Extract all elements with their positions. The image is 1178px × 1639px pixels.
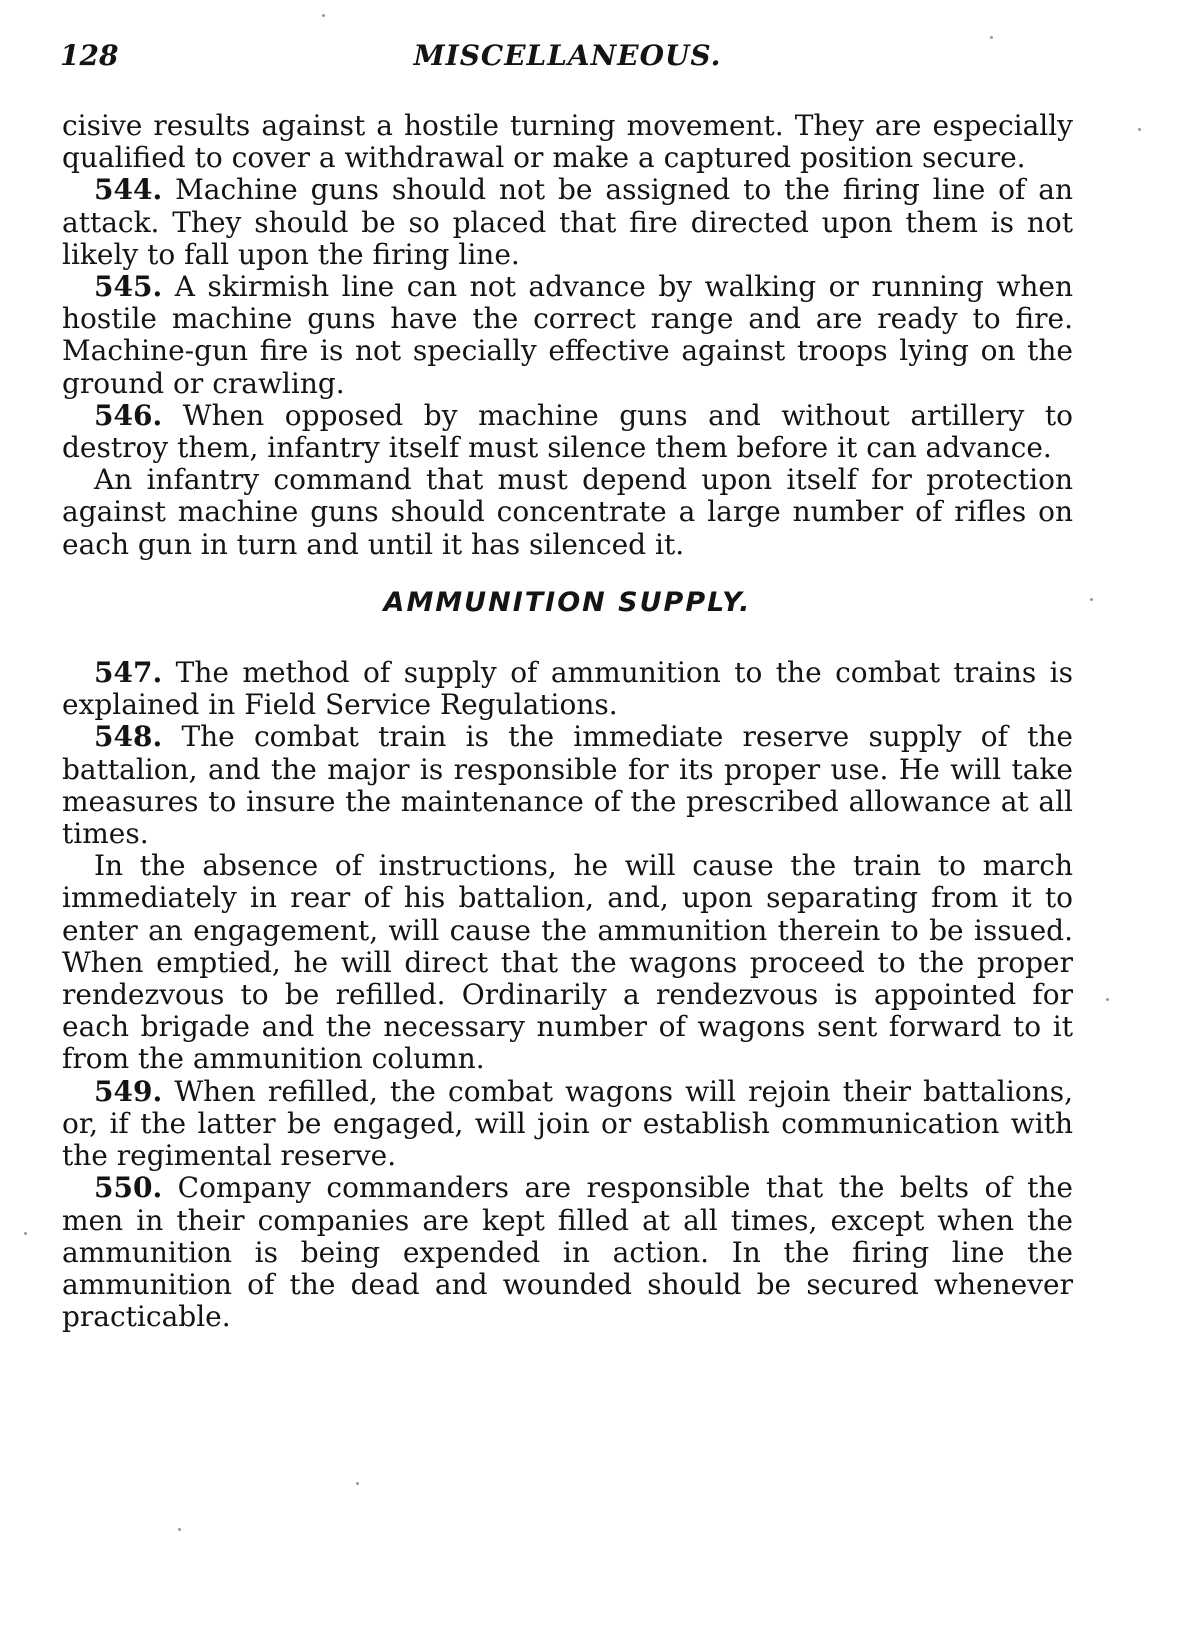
paragraph-text: In the absence of instructions, he will cause the train to march immediately in rear of his battalion, and, upon separating from it to enter an engagement, will cause the ammunition therein to be issued. When emptied, he will direct that the wagons proceed to the proper rendezvous to be refilled. Ordinarily a rendezvous is appointed for each brigade and the necessary number of wagons sent forward to it from the ammunition column.: [62, 849, 1073, 1076]
scan-speck: [24, 1232, 27, 1235]
paragraph-text: When opposed by machine guns and without artillery to destroy them, infantry itself must silence them before it can advance.: [62, 398, 1073, 465]
paragraph-number: 547.: [94, 656, 163, 690]
paragraph-text: When refilled, the combat wagons will rejoin their battalions, or, if the latter be engaged, will join or establish communication with the regimental reserve.: [62, 1074, 1073, 1173]
paragraph-546-continued: [62, 464, 1073, 561]
paragraph-text: The combat train is the immediate reserve supply of the battalion, and the major is responsible for its proper use. He will take measures to insure the maintenance of the prescribed allowance at all times.: [62, 720, 1073, 851]
paragraph-number: 548.: [94, 720, 163, 754]
scan-speck: [1138, 128, 1141, 131]
book-page: [62, 38, 1073, 1333]
scan-speck: [356, 1482, 359, 1485]
paragraph-text: The method of supply of ammunition to the combat trains is explained in Field Service Regulations.: [62, 656, 1073, 722]
scan-speck: [178, 1528, 181, 1531]
running-head: [62, 38, 1073, 78]
paragraph-547: [62, 657, 1073, 721]
paragraph-text: A skirmish line can not advance by walking or running when hostile machine guns have the correct range and are ready to fire. Machine-gun fire is not specially effective against troops lying on the ground or crawling.: [62, 270, 1074, 400]
paragraph-text: cisive results against a hostile turning movement. They are especially qualified to cover a withdrawal or make a captured position secure.: [62, 109, 1073, 175]
running-title: MISCELLANEOUS.: [413, 39, 722, 72]
scan-speck: [1090, 598, 1093, 601]
paragraph-550: [62, 1172, 1073, 1333]
paragraph-544: [62, 174, 1073, 271]
paragraph-546: [62, 400, 1073, 464]
paragraph-number: 549.: [94, 1074, 163, 1108]
paragraph-text: Company commanders are responsible that the belts of the men in their companies are kept filled at all times, except when the ammunition is being expended in action. In the firing line the ammunition of the dead and wounded should be secured whenever practicable.: [62, 1171, 1073, 1334]
scan-speck: [1106, 998, 1109, 1001]
paragraph-text: An infantry command that must depend upon itself for protection against machine guns should concentrate a large number of rifles on each gun in turn and until it has silenced it.: [62, 463, 1073, 561]
paragraph-548-continued: [62, 850, 1073, 1075]
paragraph-number: 544.: [94, 173, 163, 207]
scan-speck: [322, 14, 325, 17]
paragraph-number: 546.: [94, 398, 163, 432]
scan-speck: [990, 36, 993, 39]
section-heading: AMMUNITION SUPPLY.: [383, 586, 752, 618]
paragraph-545: [62, 271, 1073, 400]
page-number: 128: [60, 39, 119, 72]
paragraph-continued: [62, 110, 1073, 174]
paragraph-548: [62, 721, 1073, 850]
paragraph-549: [62, 1076, 1073, 1173]
paragraph-text: Machine guns should not be assigned to the firing line of an attack. They should be so placed that fire directed upon them is not likely to fall upon the firing line.: [62, 173, 1073, 271]
paragraph-number: 550.: [94, 1171, 163, 1205]
paragraph-number: 545.: [94, 270, 163, 304]
